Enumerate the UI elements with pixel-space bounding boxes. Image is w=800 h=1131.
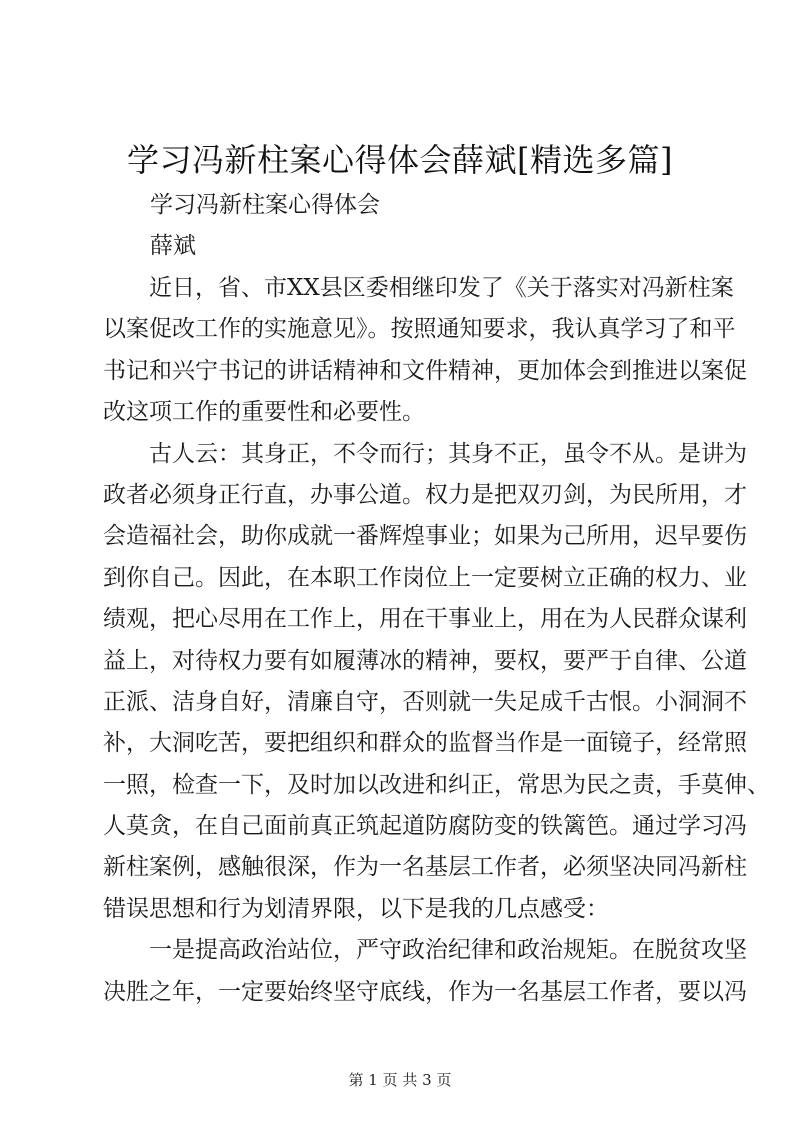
paragraph-line: 会造福社会，助你成就一番辉煌事业；如果为己所用，迟早要伤 [103, 523, 747, 550]
document-title: 学习冯新柱案心得体会薛斌[精选多篇] [127, 141, 673, 179]
page-footer: 第 1 页 共 3 页 [348, 1071, 452, 1089]
paragraph-line: 错误思想和行为划清界限，以下是我的几点感受： [103, 895, 609, 922]
paragraph [103, 434, 770, 931]
paragraph-line: 书记和兴宁书记的讲话精神和文件精神，更加体会到推进以案促 [103, 357, 747, 384]
paragraph-line: 一是提高政治站位，严守政治纪律和政治规矩。在脱贫攻坚 [149, 937, 747, 964]
paragraph-line: 古人云：其身正，不令而行；其身不正，虽令不从。是讲为 [149, 440, 747, 467]
document-subtitle: 学习冯新柱案心得体会 [150, 192, 380, 218]
paragraph-line: 以案促改工作的实施意见》。按照通知要求，我认真学习了和平 [103, 316, 736, 343]
document-author: 薛斌 [150, 233, 196, 259]
paragraph-line: 绩观，把心尽用在工作上，用在干事业上，用在为人民群众谋利 [103, 606, 747, 633]
paragraph [103, 268, 747, 434]
document-body [103, 268, 770, 1013]
paragraph-line: 决胜之年，一定要始终坚守底线，作为一名基层工作者，要以冯 [103, 978, 747, 1005]
paragraph-line: 人莫贪，在自己面前真正筑起道防腐防变的铁篱笆。通过学习冯 [103, 813, 747, 840]
paragraph-line: 政者必须身正行直，办事公道。权力是把双刃剑，为民所用，才 [103, 481, 747, 508]
paragraph-line: 补，大洞吃苦，要把组织和群众的监督当作是一面镜子，经常照 [103, 730, 747, 757]
paragraph [103, 930, 747, 1013]
paragraph-line: 到你自己。因此，在本职工作岗位上一定要树立正确的权力、业 [103, 564, 747, 591]
paragraph-line: 正派、洁身自好，清廉自守，否则就一失足成千古恨。小洞洞不 [103, 688, 747, 715]
paragraph-line: 益上，对待权力要有如履薄冰的精神，要权，要严于自律、公道 [103, 647, 747, 674]
paragraph-line: 改这项工作的重要性和必要性。 [103, 399, 425, 426]
paragraph-line: 一照，检查一下，及时加以改进和纠正，常思为民之责，手莫伸、 [103, 771, 770, 798]
paragraph-line: 近日，省、市XX县区委相继印发了《关于落实对冯新柱案 [149, 275, 734, 301]
paragraph-line: 新柱案例，感触很深，作为一名基层工作者，必须坚决同冯新柱 [103, 854, 747, 881]
